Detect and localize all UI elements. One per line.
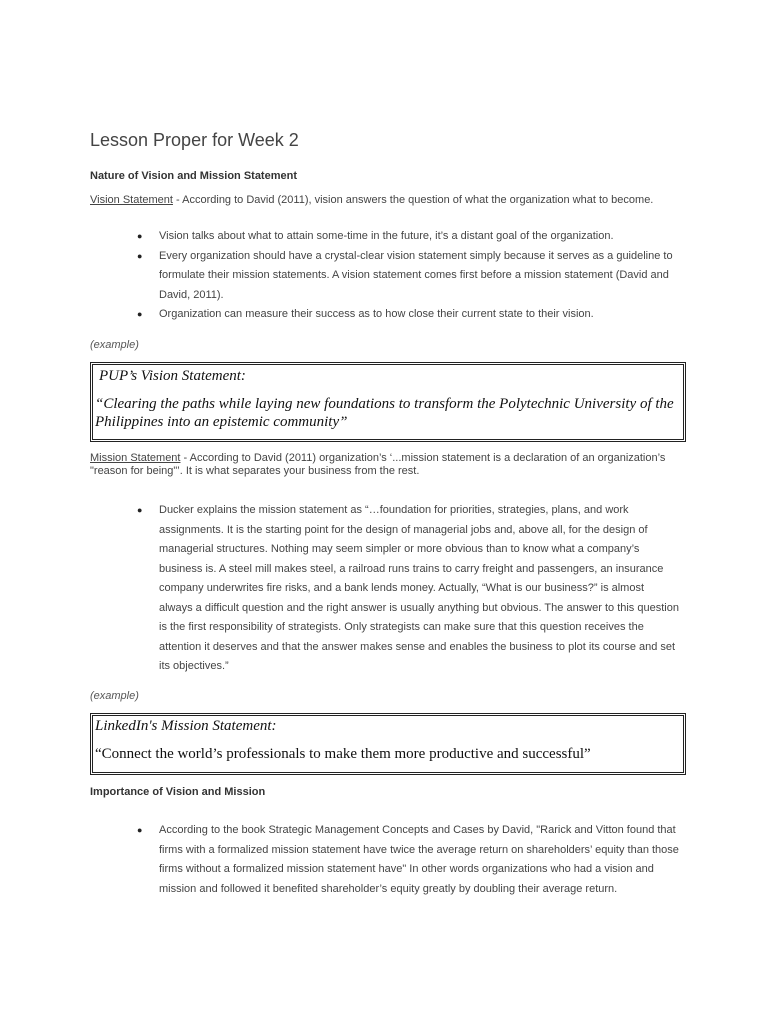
list-item: ● According to the book Strategic Management Concepts and Cases by David, "Rarick and Vitton found that firms with a formalized mission statement have twice the average return on shareholders’ equity than those firms without a formalized mission statement have" In other words organizations who had a vision and mission and followed it benefited shareholder’s equity greatly by doubling their average return. <box>90 821 680 899</box>
mission-example-box <box>90 713 686 775</box>
bullet-icon: ● <box>137 309 143 319</box>
importance-bullet-list <box>90 821 680 899</box>
bullet-icon: ● <box>137 250 143 261</box>
list-item: ● Ducker explains the mission statement as “…foundation for priorities, strategies, plans, and work assignments. It is the starting point for the design of managerial jobs and, above all, for the design of managerial structures. Nothing may seem simpler or more obvious than to know what a company’s business is. A steel mill makes steel, a railroad runs trains to carry freight and passengers, an insurance company underwrites fire risks, and a bank lends money. Actually, “What is our business?” is almost always a difficult question and the right answer is usually anything but obvious. The answer to this question is the first responsibility of strategists. Only strategists can make sure that this question receives the attention it deserves and that the answer makes sense and enables the business to plot its course and set its objectives.” <box>90 501 680 677</box>
vision-example-label: (example) <box>90 339 139 351</box>
vision-example-box <box>90 362 686 442</box>
vision-example-heading: PUP’s Vision Statement: <box>99 368 246 384</box>
section-heading-nature: Nature of Vision and Mission Statement <box>90 170 297 182</box>
bullet-icon: ● <box>137 231 143 241</box>
mission-bullet-list <box>90 501 680 677</box>
vision-term: Vision Statement <box>90 194 173 206</box>
bullet-icon: ● <box>137 505 143 515</box>
section-heading-importance: Importance of Vision and Mission <box>90 786 266 798</box>
vision-definition <box>90 193 680 207</box>
mission-example-label: (example) <box>90 690 139 702</box>
mission-example-heading: LinkedIn's Mission Statement: <box>95 718 277 734</box>
bullet-icon: ● <box>137 825 143 835</box>
list-item: ● Vision talks about what to attain some-time in the future, it’s a distant goal of the organization. <box>90 227 680 247</box>
mission-definition <box>90 452 680 478</box>
mission-definition-text: - According to David (2011) organization’s ‘...mission statement is a declaration of an organization’s "reason for being"’. It is what separates your business from the rest. <box>90 452 666 477</box>
mission-term: Mission Statement <box>90 452 181 464</box>
list-item: ● Every organization should have a crystal-clear vision statement simply because it serves as a guideline to formulate their mission statements. A vision statement comes first before a mission statement (David and David, 2011). <box>90 247 680 306</box>
list-item: ● Organization can measure their success as to how close their current state to their vision. <box>90 305 680 325</box>
page-title: Lesson Proper for Week 2 <box>90 130 299 150</box>
vision-example-text: “Clearing the paths while laying new foundations to transform the Polytechnic University of the Philippines into an epistemic community” <box>95 396 674 430</box>
mission-example-text: “Connect the world’s professionals to make them more productive and successful” <box>95 746 591 762</box>
vision-definition-text: - According to David (2011), vision answers the question of what the organization what to become. <box>172 194 654 206</box>
vision-bullet-list <box>90 227 680 325</box>
